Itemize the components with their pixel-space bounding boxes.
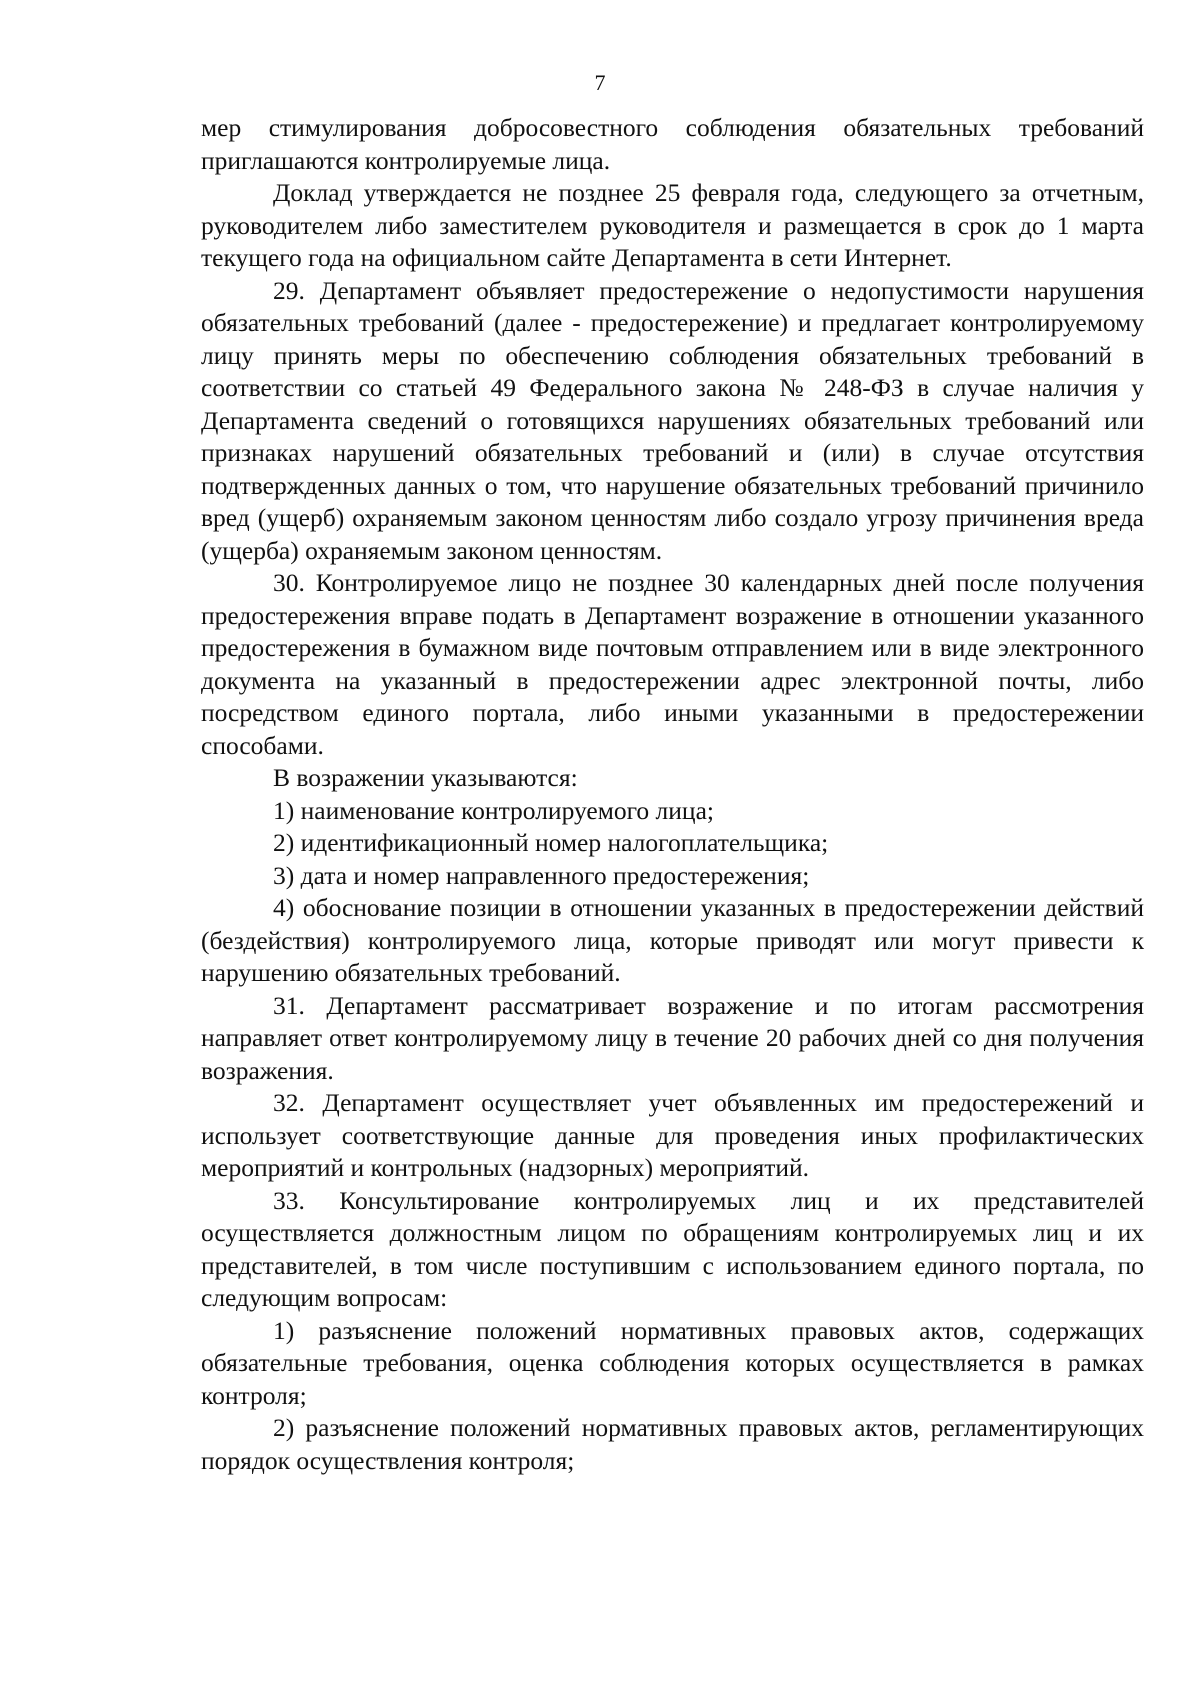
paragraph-continuation: мер стимулирования добросовестного соблюдения обязательных требований приглашаются контролируемые лица. [201, 113, 1144, 175]
page-number: 7 [594, 70, 606, 95]
consultation-item-1: 1) разъяснение положений нормативных правовых актов, содержащих обязательные требования, оценка соблюдения которых осуществляется в рамках контроля; [201, 1315, 1144, 1410]
consultation-item-2: 2) разъяснение положений нормативных правовых актов, регламентирующих порядок осуществления контроля; [201, 1413, 1144, 1475]
paragraph-33: 33. Консультирование контролируемых лиц и их представителей осуществляется должностным лицом по обращениям контролируемых лиц и их представителей, в том числе поступившим с использованием единого портала, по следующим вопросам: [201, 1185, 1144, 1312]
list-item-2: 2) идентификационный номер налогоплательщика; [273, 828, 829, 857]
paragraph-objection-contents: В возражении указываются: [273, 763, 578, 792]
document-body [201, 112, 1144, 1477]
paragraph-31: 31. Департамент рассматривает возражение и по итогам рассмотрения направляет ответ контролируемому лицу в течение 20 рабочих дней со дня получения возражения. [201, 990, 1144, 1085]
list-item-3: 3) дата и номер направленного предостережения; [273, 860, 810, 890]
paragraph-29: 29. Департамент объявляет предостережение о недопустимости нарушения обязательных требований (далее - предостережение) и предлагает контролируемому лицу принять меры по обеспечению соблюдения обязательных требований в соответствии со статьей 49 Федерального закона № 248-ФЗ в случае наличия у Департамента сведений о готовящихся нарушениях обязательных требований или признаках нарушений обязательных требований и (или) в случае отсутствия подтвержденных данных о том, что нарушение обязательных требований причинило вред (ущерб) охраняемым законом ценностям либо создало угрозу причинения вреда (ущерба) охраняемым законом ценностям. [201, 275, 1144, 565]
paragraph-report-approval: Доклад утверждается не позднее 25 февраля года, следующего за отчетным, руководителем либо заместителем руководителя и размещается в срок до 1 марта текущего года на официальном сайте Департамента в сети Интернет. [201, 178, 1144, 272]
list-item-1: 1) наименование контролируемого лица; [273, 795, 714, 825]
list-item-4: 4) обоснование позиции в отношении указанных в предостережении действий (бездействия) контролируемого лица, которые приводят или могут привести к нарушению обязательных требований. [201, 893, 1144, 987]
paragraph-32: 32. Департамент осуществляет учет объявленных им предостережений и использует соответствующие данные для проведения иных профилактических мероприятий и контрольных (надзорных) мероприятий. [201, 1088, 1144, 1182]
paragraph-30: 30. Контролируемое лицо не позднее 30 календарных дней после получения предостережения вправе подать в Департамент возражение в отношении указанного предостережения в бумажном виде почтовым отправлением или в виде электронного документа на указанный в предостережении адрес электронной почты, либо посредством единого портала, либо иными указанными в предостережении способами. [201, 568, 1144, 760]
